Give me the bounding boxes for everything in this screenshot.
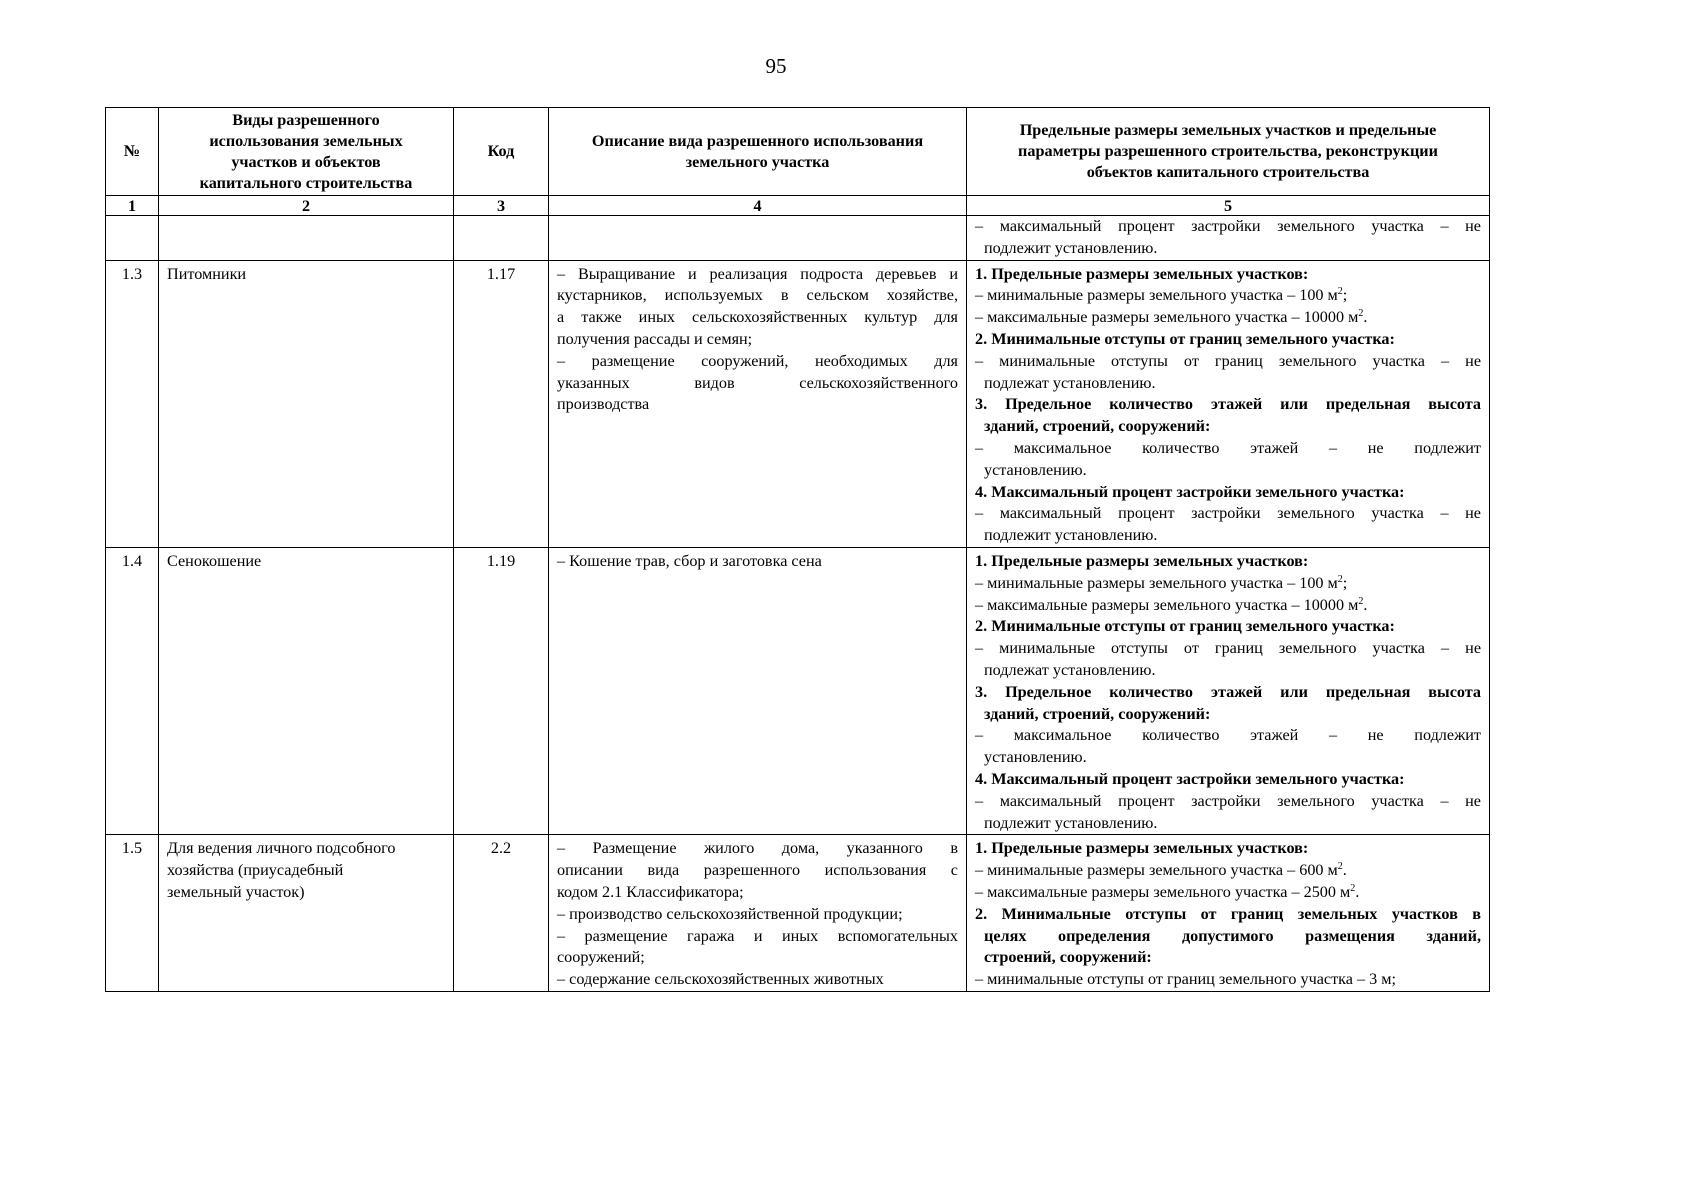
page-number: 95 (765, 54, 787, 78)
column-number: 2 (159, 196, 454, 216)
use-type-name: Сенокошение (159, 547, 454, 834)
table-row (106, 260, 1490, 547)
column-number: 4 (549, 196, 967, 216)
table-row (106, 216, 1490, 261)
header-use-type: Виды разрешенного использования земельных участков и объектов капитального строительства (159, 108, 454, 196)
column-number: 5 (967, 196, 1490, 216)
use-type-name: Для ведения личного подсобного хозяйства (приусадебный земельный участок) (159, 835, 454, 992)
column-number: 3 (454, 196, 549, 216)
limits-cell: 1. Предельные размеры земельных участков: – минимальные размеры земельного участка – 100 $м^2$; – максимальные размеры земельного участка – 10000 $м^2$. 2. Минимальные отступы от границ земельного участка: – минимальные отступы от границ земельного участка – не подлежат установлению. 3. Предельное количество этажей или предельная высота зданий, строений, сооружений: – максимальное количество этажей – не подлежит установлению. 4. Максимальный процент застройки земельного участка: – максимальный процент застройки земельного участка – не подлежит установлению. (967, 547, 1490, 834)
header-number: № (106, 108, 159, 196)
limits-cell: – максимальный процент застройки земельного участка – не подлежит установлению. (967, 216, 1490, 261)
row-number: 1.5 (106, 835, 159, 992)
row-number: 1.4 (106, 547, 159, 834)
column-number-row (106, 196, 1490, 216)
use-code: 1.19 (454, 547, 549, 834)
table-header-row (106, 108, 1490, 196)
limits-cell: 1. Предельные размеры земельных участков: – минимальные размеры земельного участка – 100 $м^2$; – максимальные размеры земельного участка – 10000 $м^2$. 2. Минимальные отступы от границ земельного участка: – минимальные отступы от границ земельного участка – не подлежат установлению. 3. Предельное количество этажей или предельная высота зданий, строений, сооружений: – максимальное количество этажей – не подлежит установлению. 4. Максимальный процент застройки земельного участка: – максимальный процент застройки земельного участка – не подлежит установлению. (967, 260, 1490, 547)
limits-cell: 1. Предельные размеры земельных участков: – минимальные размеры земельного участка – 600 $м^2$. – максимальные размеры земельного участка – 2500 $м^2$. 2. Минимальные отступы от границ земельных участков в целях определения допустимого размещения зданий, строений, сооружений: – минимальные отступы от границ земельного участка – 3 м; (967, 835, 1490, 992)
use-description: – Кошение трав, сбор и заготовка сена (549, 547, 967, 834)
land-use-table (105, 107, 1490, 992)
use-code: 1.17 (454, 260, 549, 547)
column-number: 1 (106, 196, 159, 216)
use-description: – Размещение жилого дома, указанного в описании вида разрешенного использования с кодом 2.1 Классификатора; – производство сельскохозяйственной продукции; – размещение гаража и иных вспомогательных сооружений; – содержание сельскохозяйственных животных (549, 835, 967, 992)
header-limits: Предельные размеры земельных участков и предельные параметры разрешенного строительства, реконструкции объектов капитального строительства (967, 108, 1490, 196)
row-number: 1.3 (106, 260, 159, 547)
table-row (106, 835, 1490, 992)
header-description: Описание вида разрешенного использования земельного участка (549, 108, 967, 196)
table-row (106, 547, 1490, 834)
use-code: 2.2 (454, 835, 549, 992)
use-description: – Выращивание и реализация подроста деревьев и кустарников, используемых в сельском хозяйстве, а также иных сельскохозяйственных культур для получения рассады и семян; – размещение сооружений, необходимых для указанных видов сельскохозяйственного производства (549, 260, 967, 547)
header-code: Код (454, 108, 549, 196)
use-type-name: Питомники (159, 260, 454, 547)
